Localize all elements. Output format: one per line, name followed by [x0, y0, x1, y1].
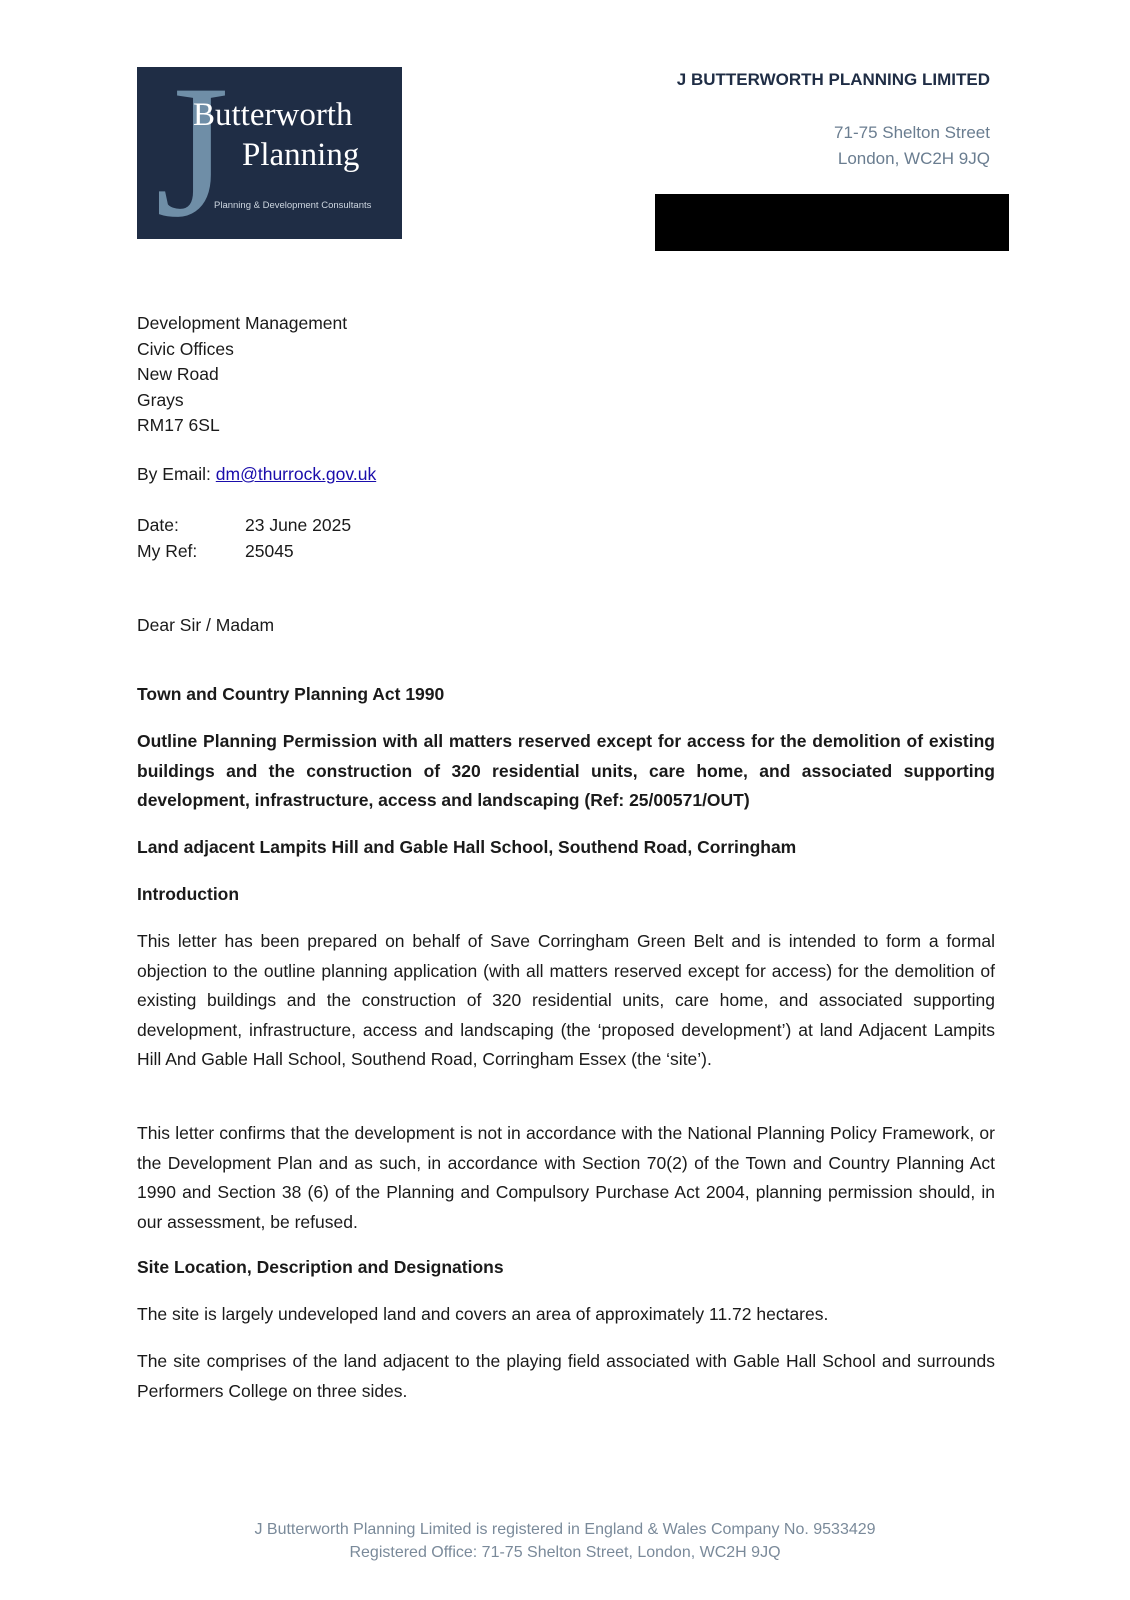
company-address: [834, 120, 990, 172]
recipient-line: Development Management: [137, 313, 348, 333]
recipient-line: Civic Offices: [137, 338, 234, 359]
footer-line: Registered Office: 71-75 Shelton Street, London, WC2H 9JQ: [349, 1544, 781, 1561]
heading-act: Town and Country Planning Act 1990: [137, 684, 445, 704]
heading-site-location: Site Location, Description and Designations: [137, 1257, 504, 1277]
address-line: London, WC2H 9JQ: [837, 149, 990, 168]
address-line: 71-75 Shelton Street: [834, 123, 990, 142]
recipient-line: RM17 6SL: [137, 415, 220, 435]
ref-label: My Ref:: [137, 540, 198, 561]
salutation: Dear Sir / Madam: [137, 615, 275, 635]
logo-tagline: Planning & Development Consultants: [214, 200, 372, 211]
company-name: J BUTTERWORTH PLANNING LIMITED: [676, 70, 990, 89]
site-paragraph-2: The site comprises of the land adjacent to the playing field associated with Gable Hall School and surrounds Performers College on three sides.: [137, 1351, 995, 1401]
page-footer: [0, 1518, 1130, 1564]
logo-j-mark: J: [155, 67, 229, 239]
footer-line: J Butterworth Planning Limited is registered in England & Wales Company No. 9533429: [254, 1521, 876, 1538]
email-link[interactable]: dm@thurrock.gov.uk: [215, 464, 377, 484]
recipient-line: Grays: [137, 389, 184, 410]
logo-text-butterworth: Butterworth: [193, 97, 353, 133]
letter-meta: [137, 513, 351, 564]
heading-introduction: Introduction: [137, 884, 240, 904]
date-value: 23 June 2025: [245, 515, 352, 535]
email-label: By Email:: [137, 464, 211, 484]
ref-value: 25045: [245, 540, 294, 561]
recipient-address: [137, 311, 347, 439]
intro-paragraph-2: This letter confirms that the development is not in accordance with the National Planning Policy Framework, or the Development Plan and as such, in accordance with Section 70(2) of the Town and Country Planning Act 1990 and Section 38 (6) of the Planning and Compulsory Purchase Act 2004, planning permission should, in our assessment, be refused.: [137, 1123, 995, 1232]
date-label: Date:: [137, 515, 179, 535]
site-paragraph-1: The site is largely undeveloped land and covers an area of approximately 11.72 hectares.: [137, 1304, 829, 1324]
recipient-line: New Road: [137, 364, 219, 384]
intro-paragraph-1: This letter has been prepared on behalf of Save Corringham Green Belt and is intended to form a formal objection to the outline planning application (with all matters reserved except for access) for the demolition of existing buildings and the construction of 320 residential units, care home, and associated supporting development, infrastructure, access and landscaping (the ‘proposed development’) at land Adjacent Lampits Hill And Gable Hall School, Southend Road, Corringham Essex (the ‘site’).: [137, 931, 995, 1069]
company-logo: [137, 67, 402, 239]
heading-site: Land adjacent Lampits Hill and Gable Hall School, Southend Road, Corringham: [137, 837, 797, 857]
heading-proposal: Outline Planning Permission with all matters reserved except for access for the demolition of existing buildings and the construction of 320 residential units, care home, and associated supporting development, infrastructure, access and landscaping (Ref: 25/00571/OUT): [137, 731, 995, 810]
redaction-block: [655, 194, 1009, 251]
email-line: [137, 462, 376, 488]
logo-text-planning: Planning: [242, 137, 360, 173]
